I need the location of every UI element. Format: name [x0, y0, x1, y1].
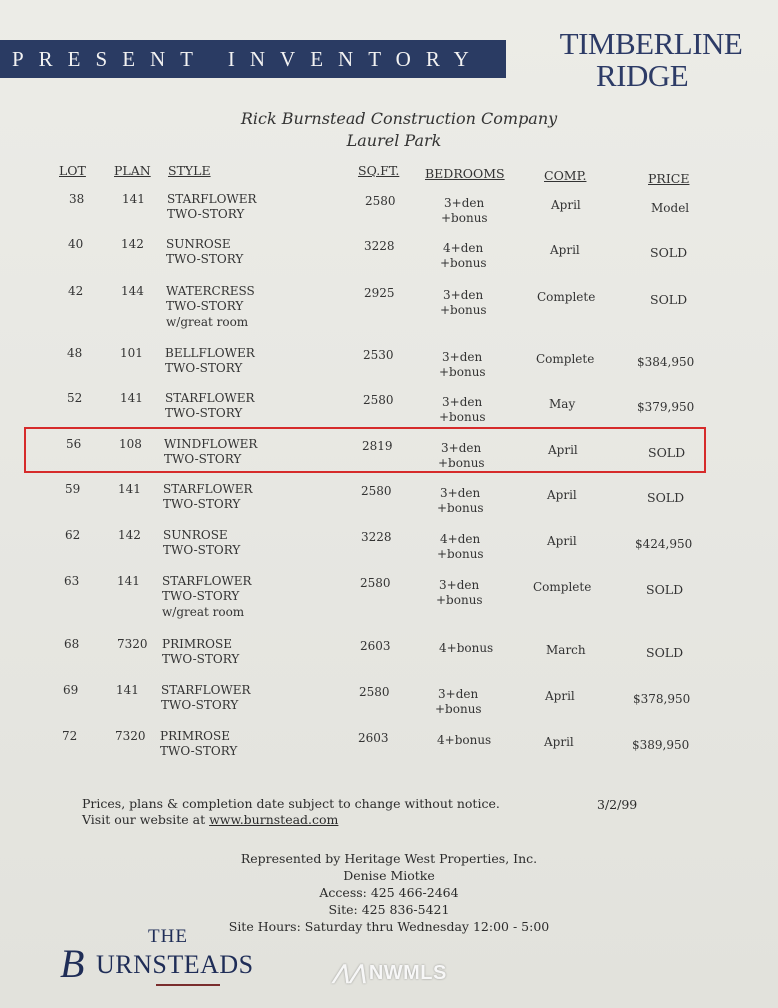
row-3-lot: 42: [68, 284, 84, 298]
row-7-plan: 141: [118, 482, 141, 496]
site-phone: Site: 425 836-5421: [328, 902, 450, 917]
row-2-style2: TWO-STORY: [166, 252, 244, 266]
row-10-bed1: 4+bonus: [439, 641, 494, 655]
row-5-style2: TWO-STORY: [165, 406, 243, 420]
row-5-price: $379,950: [637, 400, 695, 414]
row-5-bed1: 3+den: [442, 395, 483, 409]
row-3-sqft: 2925: [364, 286, 395, 300]
row-1-comp: April: [551, 198, 581, 212]
row-1-sqft: 2580: [365, 194, 396, 208]
row-6-comp: April: [548, 443, 578, 457]
document-date: 3/2/99: [597, 797, 638, 812]
row-5-sqft: 2580: [363, 393, 394, 407]
row-5-bed2: +bonus: [439, 410, 486, 424]
row-12-style1: PRIMROSE: [160, 729, 230, 743]
row-5-lot: 52: [67, 391, 83, 405]
row-11-comp: April: [545, 689, 575, 703]
row-1-bed1: 3+den: [444, 196, 485, 210]
nwmls-text: NWMLS: [368, 962, 447, 984]
burnsteads-logo-the: THE: [148, 926, 188, 947]
nwmls-watermark: [333, 960, 447, 985]
row-10-plan: 7320: [117, 637, 148, 651]
row-6-price: SOLD: [648, 445, 686, 460]
column-header-price: PRICE: [648, 171, 690, 186]
row-8-comp: April: [547, 534, 577, 548]
row-2-style1: SUNROSE: [166, 237, 231, 251]
row-12-style2: TWO-STORY: [160, 744, 238, 758]
row-9-lot: 63: [64, 574, 80, 588]
represented-by: Represented by Heritage West Properties, Inc.: [240, 851, 538, 866]
timberline-ridge-logo: [556, 28, 746, 92]
row-6-style1: WINDFLOWER: [164, 437, 258, 451]
row-1-plan: 141: [122, 192, 145, 206]
row-4-style1: BELLFLOWER: [165, 346, 255, 360]
burnsteads-logo-underline: [156, 984, 220, 986]
website-link[interactable]: www.burnstead.com: [209, 812, 339, 827]
row-3-style2: TWO-STORY: [166, 299, 244, 313]
row-8-style2: TWO-STORY: [163, 543, 241, 557]
row-2-bed2: +bonus: [440, 256, 487, 270]
row-7-price: SOLD: [647, 490, 685, 505]
row-8-bed1: 4+den: [440, 532, 481, 546]
row-7-comp: April: [547, 488, 577, 502]
row-1-bed2: +bonus: [441, 211, 488, 225]
row-10-style2: TWO-STORY: [162, 652, 240, 666]
row-6-plan: 108: [119, 437, 142, 451]
row-11-plan: 141: [116, 683, 139, 697]
row-5-plan: 141: [120, 391, 143, 405]
row-3-bed2: +bonus: [440, 303, 487, 317]
column-header-plan: PLAN: [114, 163, 151, 178]
logo-line-2: RIDGE: [596, 58, 689, 93]
present-inventory-banner: PRESENT INVENTORY: [0, 40, 506, 78]
row-10-style1: PRIMROSE: [162, 637, 232, 651]
column-header-lot: LOT: [59, 163, 86, 178]
row-12-bed1: 4+bonus: [437, 733, 492, 747]
nwmls-mark-icon: ⋀⋀: [333, 962, 367, 984]
row-3-plan: 144: [121, 284, 144, 298]
row-8-bed2: +bonus: [437, 547, 484, 561]
row-9-style3: w/great room: [162, 605, 245, 619]
row-1-style2: TWO-STORY: [167, 207, 245, 221]
row-7-bed1: 3+den: [440, 486, 481, 500]
row-2-sqft: 3228: [364, 239, 395, 253]
row-7-lot: 59: [65, 482, 81, 496]
row-5-comp: May: [549, 397, 576, 411]
row-1-price: Model: [651, 201, 690, 215]
representation-block: [0, 850, 778, 935]
community-name: Laurel Park: [346, 131, 442, 150]
row-8-lot: 62: [65, 528, 81, 542]
column-header-style: STYLE: [168, 163, 211, 178]
row-10-price: SOLD: [646, 645, 684, 660]
row-7-style1: STARFLOWER: [163, 482, 253, 496]
row-8-style1: SUNROSE: [163, 528, 228, 542]
row-6-style2: TWO-STORY: [164, 452, 242, 466]
row-8-price: $424,950: [635, 537, 693, 551]
row-6-bed2: +bonus: [438, 456, 485, 470]
row-9-style1: STARFLOWER: [162, 574, 252, 588]
row-9-sqft: 2580: [360, 576, 391, 590]
row-11-sqft: 2580: [359, 685, 390, 699]
row-3-comp: Complete: [537, 290, 596, 304]
row-9-style2: TWO-STORY: [162, 589, 240, 603]
row-3-price: SOLD: [650, 292, 688, 307]
row-5-style1: STARFLOWER: [165, 391, 255, 405]
row-6-bed1: 3+den: [441, 441, 482, 455]
row-6-sqft: 2819: [362, 439, 393, 453]
row-4-style2: TWO-STORY: [165, 361, 243, 375]
company-header: [0, 108, 778, 152]
row-11-bed1: 3+den: [438, 687, 479, 701]
row-9-price: SOLD: [646, 582, 684, 597]
notice-line-2: [82, 812, 500, 828]
burnsteads-logo-initial: B: [60, 941, 85, 986]
column-header-sqft: SQ.FT.: [358, 163, 400, 178]
row-7-style2: TWO-STORY: [163, 497, 241, 511]
column-header-bedrooms: BEDROOMS: [425, 166, 505, 181]
row-8-plan: 142: [118, 528, 141, 542]
row-10-lot: 68: [64, 637, 80, 651]
access-phone: Access: 425 466-2464: [319, 885, 459, 900]
company-name: Rick Burnstead Construction Company: [240, 109, 558, 128]
row-4-bed2: +bonus: [439, 365, 486, 379]
row-2-lot: 40: [68, 237, 84, 251]
logo-line-1: TIMBERLINE: [559, 26, 743, 61]
row-4-price: $384,950: [637, 355, 695, 369]
row-11-style1: STARFLOWER: [161, 683, 251, 697]
row-12-sqft: 2603: [358, 731, 389, 745]
row-3-style1: WATERCRESS: [166, 284, 255, 298]
row-9-bed1: 3+den: [439, 578, 480, 592]
row-4-comp: Complete: [536, 352, 595, 366]
row-9-comp: Complete: [533, 580, 592, 594]
row-4-sqft: 2530: [363, 348, 394, 362]
row-10-comp: March: [546, 643, 586, 657]
row-9-bed2: +bonus: [436, 593, 483, 607]
price-notice: [82, 796, 500, 828]
row-12-price: $389,950: [632, 738, 690, 752]
row-12-lot: 72: [62, 729, 78, 743]
row-2-plan: 142: [121, 237, 144, 251]
row-3-bed1: 3+den: [443, 288, 484, 302]
row-4-bed1: 3+den: [442, 350, 483, 364]
site-hours: Site Hours: Saturday thru Wednesday 12:00 - 5:00: [228, 919, 550, 934]
row-11-lot: 69: [63, 683, 79, 697]
agent-name: Denise Miotke: [343, 868, 435, 883]
row-12-comp: April: [544, 735, 574, 749]
row-9-plan: 141: [117, 574, 140, 588]
row-10-sqft: 2603: [360, 639, 391, 653]
row-11-bed2: +bonus: [435, 702, 482, 716]
row-7-bed2: +bonus: [437, 501, 484, 515]
row-3-style3: w/great room: [166, 315, 249, 329]
row-11-style2: TWO-STORY: [161, 698, 239, 712]
highlighted-row-outline: [24, 427, 706, 473]
row-8-sqft: 3228: [361, 530, 392, 544]
row-7-sqft: 2580: [361, 484, 392, 498]
row-4-plan: 101: [120, 346, 143, 360]
row-1-style1: STARFLOWER: [167, 192, 257, 206]
row-4-lot: 48: [67, 346, 83, 360]
row-2-price: SOLD: [650, 245, 688, 260]
row-6-lot: 56: [66, 437, 82, 451]
row-11-price: $378,950: [633, 692, 691, 706]
row-2-bed1: 4+den: [443, 241, 484, 255]
burnsteads-logo-rest: URNSTEADS: [96, 950, 254, 979]
row-2-comp: April: [550, 243, 580, 257]
notice-line-1: Prices, plans & completion date subject to change without notice.: [82, 796, 500, 811]
row-12-plan: 7320: [115, 729, 146, 743]
row-1-lot: 38: [69, 192, 85, 206]
notice-website-prefix: Visit our website at: [82, 812, 210, 827]
column-header-comp: COMP.: [544, 168, 587, 183]
